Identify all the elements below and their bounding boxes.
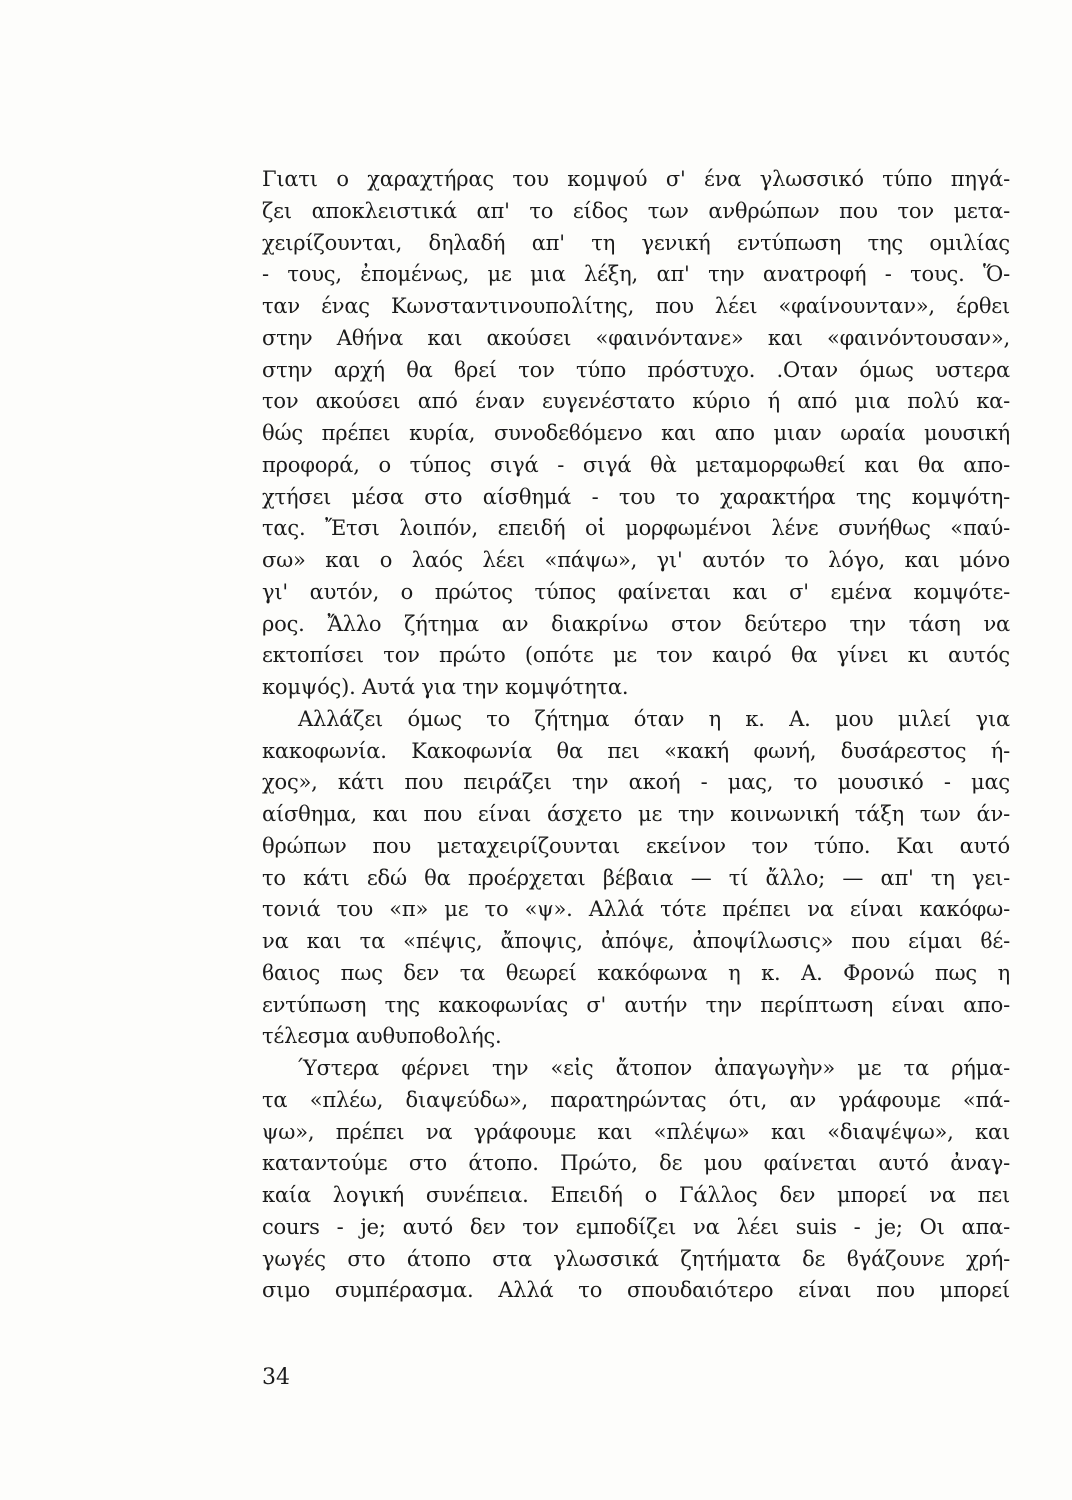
- text-line: στην Αθήνα και ακούσει «φαινόντανε» και «φαινόντουσαν»,: [262, 325, 1010, 350]
- text-line: ρος. Ἄλλο ζήτημα αν διακρίνω στον δεύτερο την τάση να: [262, 611, 1010, 636]
- text-line: το κάτι εδώ θα προέρχεται βέβαια — τί ἄλλο; — απ' τη γει-: [262, 865, 1010, 890]
- text-line: αίσθημα, και που είναι άσχετο με την κοινωνική τάξη των άν-: [262, 802, 1010, 826]
- text-line: σιμο συμπέρασμα. Αλλά το σπουδαιότερο είναι που μπορεί: [262, 1278, 1010, 1303]
- text-line: τονιά του «π» με το «ψ». Αλλά τότε πρέπει να είναι κακόφω-: [262, 897, 1010, 922]
- text-line: σω» και ο λαός λέει «πάψω», γι' αυτόν το λόγο, και μόνο: [262, 548, 1010, 572]
- text-line: χος», κάτι που πειράζει την ακοή - μας, το μουσικό - μας: [262, 770, 1010, 795]
- text-line: καία λογική συνέπεια. Επειδή ο Γάλλος δεν μπορεί να πει: [262, 1183, 1010, 1207]
- page-body-text: [262, 164, 1010, 1307]
- text-line: ϐαιος πως δεν τα θεωρεί κακόφωνα η κ. Α. Φρονώ πως η: [262, 960, 1010, 985]
- text-line: Γιατι ο χαραχτήρας του κομψού σ' ένα γλωσσικό τύπο πηγά-: [262, 167, 1010, 191]
- text-line: τον ακούσει από έναν ευγενέστατο κύριο ή από μια πολύ κα-: [262, 389, 1010, 414]
- text-line: ψω», πρέπει να γράφουμε και «πλέψω» και «διαψέψω», και: [262, 1119, 1010, 1144]
- text-line: εντύπωση της κακοφωνίας σ' αυτήν την περίπτωση είναι απο-: [262, 992, 1010, 1017]
- text-line: χειρίζουνται, δηλαδή απ' τη γενική εντύπωση της ομιλίας: [262, 230, 1010, 255]
- text-line: θρώπων που μεταχειρίζουνται εκείνον τον τύπο. Και αυτό: [262, 833, 1010, 858]
- text-line: κακοφωνία. Κακοφωνία θα πει «κακή φωνή, δυσάρεστος ή-: [262, 738, 1010, 763]
- text-line: κομψός). Αυτά για την κομψότητα.: [262, 675, 629, 699]
- text-line: εκτοπίσει τον πρώτο (οπότε με τον καιρό θα γίνει κι αυτός: [262, 643, 1010, 668]
- text-line: στην αρχή θα ϐρεί τον τύπο πρόστυχο. .Οταν όμως υστερα: [262, 357, 1010, 382]
- text-line: τας. Ἔτσι λοιπόν, επειδή οἱ μορφωμένοι λένε συνήθως «παύ-: [262, 516, 1010, 541]
- text-line: τέλεσμα αυθυποϐολής.: [262, 1024, 502, 1049]
- text-line: τα «πλέω, διαψεύδω», παρατηρώντας ότι, αν γράφουμε «πά-: [262, 1087, 1010, 1112]
- text-line: καταντούμε στο άτοπο. Πρώτο, δε μου φαίνεται αυτό ἀναγ-: [262, 1151, 1010, 1176]
- text-line: cours - je; αυτό δεν τον εμποδίζει να λέει suis - je; Οι απα-: [262, 1214, 1010, 1239]
- text-line: χτήσει μέσα στο αίσθημά - του το χαρακτήρα της κομψότη-: [262, 484, 1010, 509]
- page-number: 34: [262, 1365, 290, 1390]
- text-line: να και τα «πέψις, ἄποψις, ἀπόψε, ἀποψίλωσις» που είμαι ϐέ-: [262, 929, 1010, 953]
- text-line: Αλλάζει όμως το ζήτημα όταν η κ. Α. μου μιλεί για: [298, 706, 1010, 731]
- text-line: γωγές στο άτοπο στα γλωσσικά ζητήματα δε ϐγάζουνε χρή-: [262, 1246, 1010, 1271]
- text-line: θώς πρέπει κυρία, συνοδεϐόμενο και απο μιαν ωραία μουσική: [262, 421, 1010, 445]
- text-line: ταν ένας Κωνσταντινουπολίτης, που λέει «φαίνουνταν», έρθει: [262, 294, 1010, 318]
- text-line: προφορά, ο τύπος σιγά - σιγά θὰ μεταμορφωθεί και θα απο-: [262, 452, 1010, 477]
- text-line: Ύστερα φέρνει την «εἰς ἄτοπον ἀπαγωγὴν» με τα ρήμα-: [298, 1056, 1010, 1080]
- text-line: - τους, ἐπομένως, με μια λέξη, απ' την ανατροφή - τους. Ὅ-: [262, 262, 1010, 287]
- text-line: γι' αυτόν, ο πρώτος τύπος φαίνεται και σ' εμένα κομψότε-: [262, 579, 1010, 604]
- text-line: ζει αποκλειστικά απ' το είδος των ανθρώπων που τον μετα-: [262, 198, 1010, 223]
